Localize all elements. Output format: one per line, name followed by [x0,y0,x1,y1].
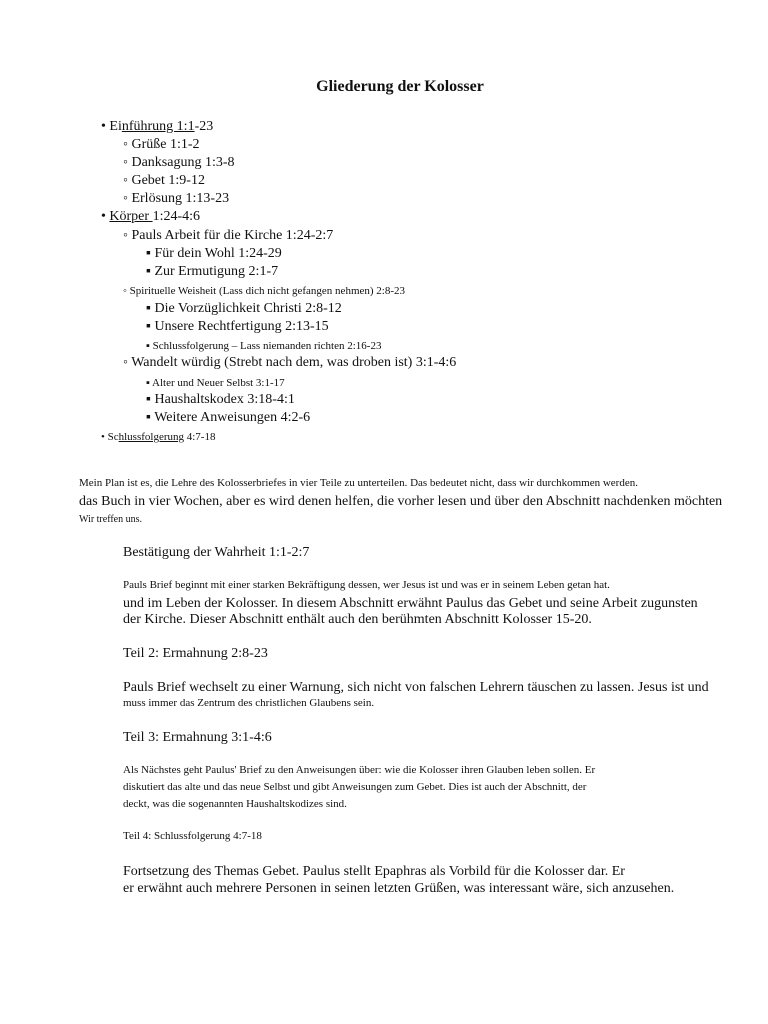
outline-subitem: ◦ Wandelt würdig (Strebt nach dem, was droben ist) 3:1-4:6 [123,355,457,370]
outline-subitem: ◦ Spirituelle Weisheit (Lass dich nicht gefangen nehmen) 2:8-23 [123,285,406,297]
page-title: Gliederung der Kolosser [316,78,484,95]
section-heading: Teil 2: Ermahnung 2:8-23 [123,646,268,661]
section-heading: Bestätigung der Wahrheit 1:1-2:7 [123,545,310,560]
section-line: Pauls Brief wechselt zu einer Warnung, sich nicht von falschen Lehrern täuschen zu lassen. Jesus ist und [123,680,709,695]
section-line: und im Leben der Kolosser. In diesem Abschnitt erwähnt Paulus das Gebet und seine Arbeit zugunsten [123,596,698,611]
outline-subsubitem: ▪ Schlussfolgerung – Lass niemanden richten 2:16-23 [146,340,382,352]
intro-paragraph-line: Mein Plan ist es, die Lehre des Kolosserbriefes in vier Teile zu unterteilen. Das bedeutet nicht, dass wir durchkommen werden. [79,477,638,489]
section-line: Als Nächstes geht Paulus' Brief zu den Anweisungen über: wie die Kolosser ihren Glauben leben sollen. Er [123,764,596,776]
section-line: der Kirche. Dieser Abschnitt enthält auch den berühmten Abschnitt Kolosser 15-20. [123,612,592,627]
outline-subsubitem: ▪ Haushaltskodex 3:18-4:1 [146,392,295,407]
outline-subsubitem: ▪ Unsere Rechtfertigung 2:13-15 [146,319,329,334]
section-line: muss immer das Zentrum des christlichen Glaubens sein. [123,697,375,709]
outline-subsubitem: ▪ Alter und Neuer Selbst 3:1-17 [146,377,285,389]
outline-subitem: ◦ Grüße 1:1-2 [123,137,200,152]
section-line: Fortsetzung des Themas Gebet. Paulus stellt Epaphras als Vorbild für die Kolosser dar. Er [123,864,625,879]
outline-item-introduction: • Einführung 1:1-23 [101,119,214,134]
outline-item-body: • Körper 1:24-4:6 [101,209,201,224]
section-line: diskutiert das alte und das neue Selbst und gibt Anweisungen zum Gebet. Dies ist auch der Abschnitt, der [123,781,587,793]
section-line: Pauls Brief beginnt mit einer starken Bekräftigung dessen, wer Jesus ist und was er in seinem Leben getan hat. [123,579,610,591]
outline-subitem: ◦ Danksagung 1:3-8 [123,155,235,170]
outline-subitem: ◦ Gebet 1:9-12 [123,173,205,188]
outline-subsubitem: ▪ Weitere Anweisungen 4:2-6 [146,410,311,425]
intro-paragraph-line: Wir treffen uns. [79,514,143,525]
outline-subsubitem: ▪ Für dein Wohl 1:24-29 [146,246,282,261]
section-heading: Teil 4: Schlussfolgerung 4:7-18 [123,830,262,842]
outline-subsubitem: ▪ Zur Ermutigung 2:1-7 [146,264,279,279]
section-line: deckt, was die sogenannten Haushaltskodizes sind. [123,798,347,810]
section-heading: Teil 3: Ermahnung 3:1-4:6 [123,730,272,745]
outline-subitem: ◦ Erlösung 1:13-23 [123,191,230,206]
outline-subsubitem: ▪ Die Vorzüglichkeit Christi 2:8-12 [146,301,342,316]
outline-subitem: ◦ Pauls Arbeit für die Kirche 1:24-2:7 [123,228,334,243]
outline-item-conclusion: • Schlussfolgerung 4:7-18 [101,431,216,443]
section-line: er erwähnt auch mehrere Personen in seinen letzten Grüßen, was interessant wäre, sich anzusehen. [123,881,675,896]
intro-paragraph-line: das Buch in vier Wochen, aber es wird denen helfen, die vorher lesen und über den Abschnitt nachdenken möchten [79,494,723,509]
